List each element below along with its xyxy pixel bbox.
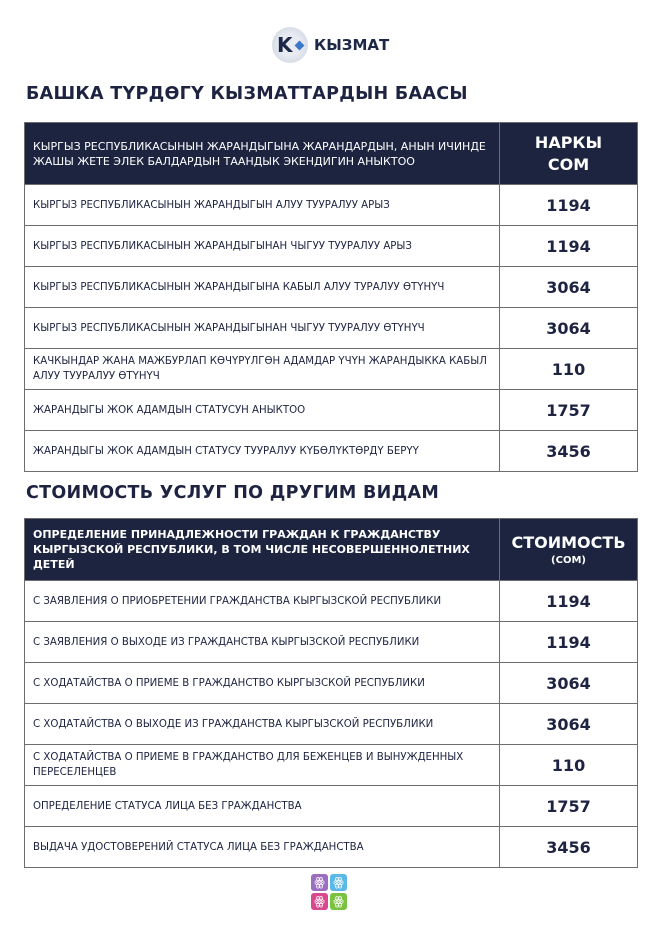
table-row — [25, 745, 638, 786]
header-service: ОПРЕДЕЛЕНИЕ ПРИНАДЛЕЖНОСТИ ГРАЖДАН К ГРАЖДАНСТВУ КЫРГЫЗСКОЙ РЕСПУБЛИКИ, В ТОМ ЧИСЛЕ НЕСОВЕРШЕННОЛЕТНИХ ДЕТЕЙ — [25, 519, 500, 581]
currency-label: СОМ — [547, 154, 590, 174]
service-price: 110 — [500, 745, 638, 786]
table-header — [25, 519, 638, 581]
table-row — [25, 622, 638, 663]
table-row — [25, 308, 638, 349]
service-price: 1757 — [500, 390, 638, 431]
service-price: 3064 — [500, 308, 638, 349]
price-table-kyrgyz — [24, 122, 638, 472]
table-row — [25, 704, 638, 745]
table-row — [25, 390, 638, 431]
header-service: КЫРГЫЗ РЕСПУБЛИКАСЫНЫН ЖАРАНДЫГЫНА ЖАРАНДАРДЫН, АНЫН ИЧИНДЕ ЖАШЫ ЖЕТЕ ЭЛЕК БАЛДАРДЫН ТААНДЫК ЭКЕНДИГИН АНЫКТОО — [25, 123, 500, 185]
table-row — [25, 827, 638, 868]
table-row — [25, 226, 638, 267]
kyzmat-logo — [272, 27, 389, 63]
service-name: ВЫДАЧА УДОСТОВЕРЕНИЙ СТАТУСА ЛИЦА БЕЗ ГРАЖДАНСТВА — [25, 827, 500, 868]
service-name: КЫРГЫЗ РЕСПУБЛИКАСЫНЫН ЖАРАНДЫГЫНАН ЧЫГУУ ТУУРАЛУУ ӨТҮНҮЧ — [25, 308, 500, 349]
kyzmat-logo-icon: K — [272, 27, 308, 63]
service-price: 1194 — [500, 185, 638, 226]
service-name: КЫРГЫЗ РЕСПУБЛИКАСЫНЫН ЖАРАНДЫГЫНАН ЧЫГУУ ТУУРАЛУУ АРЫЗ — [25, 226, 500, 267]
header-price — [500, 123, 638, 185]
section2-title: СТОИМОСТЬ УСЛУГ ПО ДРУГИМ ВИДАМ — [26, 483, 440, 503]
service-name: ЖАРАНДЫГЫ ЖОК АДАМДЫН СТАТУСУН АНЫКТОО — [25, 390, 500, 431]
price-label: НАРКЫ — [534, 132, 603, 152]
service-price: 1757 — [500, 786, 638, 827]
logo-text: КЫЗМАТ — [314, 36, 390, 54]
service-name: С ХОДАТАЙСТВА О ПРИЕМЕ В ГРАЖДАНСТВО КЫРГЫЗСКОЙ РЕСПУБЛИКИ — [25, 663, 500, 704]
service-price: 3064 — [500, 704, 638, 745]
service-name: КЫРГЫЗ РЕСПУБЛИКАСЫНЫН ЖАРАНДЫГЫН АЛУУ ТУУРАЛУУ АРЫЗ — [25, 185, 500, 226]
table-header — [25, 123, 638, 185]
service-name: С ЗАЯВЛЕНИЯ О ВЫХОДЕ ИЗ ГРАЖДАНСТВА КЫРГЫЗСКОЙ РЕСПУБЛИКИ — [25, 622, 500, 663]
header-price — [500, 519, 638, 581]
service-name: КАЧКЫНДАР ЖАНА МАЖБУРЛАП КӨЧҮРҮЛГӨН АДАМДАР ҮЧҮН ЖАРАНДЫККА КАБЫЛ АЛУУ ТУУРАЛУУ ӨТҮНҮЧ — [25, 349, 500, 390]
service-name: С ХОДАТАЙСТВА О ПРИЕМЕ В ГРАЖДАНСТВО ДЛЯ БЕЖЕНЦЕВ И ВЫНУЖДЕННЫХ ПЕРЕСЕЛЕНЦЕВ — [25, 745, 500, 786]
table-row — [25, 663, 638, 704]
service-price: 3456 — [500, 431, 638, 472]
section1-title: БАШКА ТҮРДӨГҮ КЫЗМАТТАРДЫН БААСЫ — [26, 84, 468, 104]
service-price: 110 — [500, 349, 638, 390]
service-price: 1194 — [500, 581, 638, 622]
table-row — [25, 786, 638, 827]
service-price: 3064 — [500, 267, 638, 308]
table-row — [25, 349, 638, 390]
table-row — [25, 581, 638, 622]
table-row — [25, 185, 638, 226]
service-name: КЫРГЫЗ РЕСПУБЛИКАСЫНЫН ЖАРАНДЫГЫНА КАБЫЛ АЛУУ ТУРАЛУУ ӨТҮНҮЧ — [25, 267, 500, 308]
service-price: 3456 — [500, 827, 638, 868]
service-name: С ЗАЯВЛЕНИЯ О ПРИОБРЕТЕНИИ ГРАЖДАНСТВА КЫРГЫЗСКОЙ РЕСПУБЛИКИ — [25, 581, 500, 622]
service-price: 3064 — [500, 663, 638, 704]
service-name: С ХОДАТАЙСТВА О ВЫХОДЕ ИЗ ГРАЖДАНСТВА КЫРГЫЗСКОЙ РЕСПУБЛИКИ — [25, 704, 500, 745]
service-price: 1194 — [500, 226, 638, 267]
table-row — [25, 267, 638, 308]
service-name: ЖАРАНДЫГЫ ЖОК АДАМДЫН СТАТУСУ ТУУРАЛУУ КҮБӨЛҮКТӨРДҮ БЕРҮҮ — [25, 431, 500, 472]
service-price: 1194 — [500, 622, 638, 663]
currency-label: (СОМ) — [551, 554, 586, 566]
table-row — [25, 431, 638, 472]
price-table-russian — [24, 518, 638, 868]
price-label: СТОИМОСТЬ — [511, 532, 626, 552]
service-name: ОПРЕДЕЛЕНИЕ СТАТУСА ЛИЦА БЕЗ ГРАЖДАНСТВА — [25, 786, 500, 827]
ornament-icon: ꙮ ꙮ ꙮ ꙮ — [311, 874, 347, 910]
